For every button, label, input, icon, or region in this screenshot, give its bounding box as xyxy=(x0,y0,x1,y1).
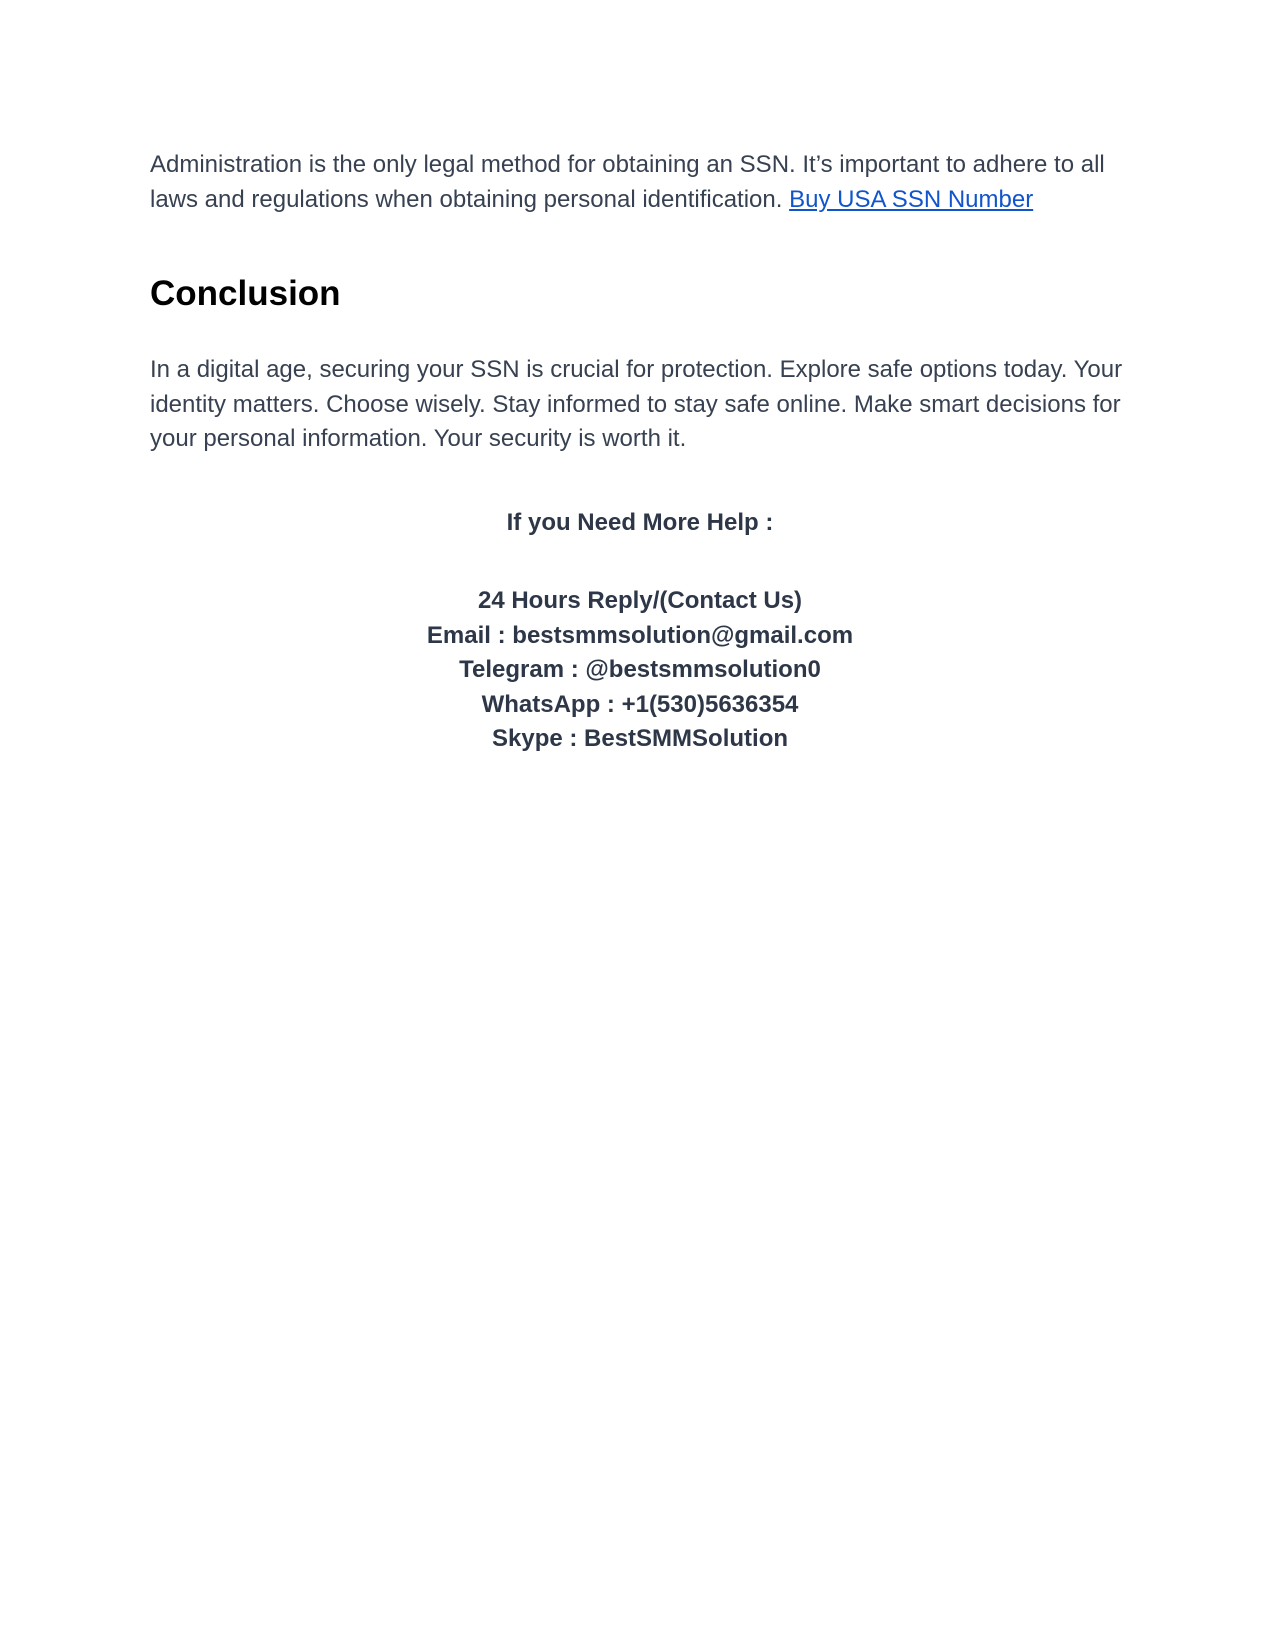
contact-reply-line: 24 Hours Reply/(Contact Us) xyxy=(477,587,803,614)
page-content xyxy=(150,148,1130,757)
contact-whatsapp-line: WhatsApp : +1(530)5636354 xyxy=(481,690,799,718)
help-title: If you Need More Help : xyxy=(506,508,774,536)
intro-text: Administration is the only legal method for obtaining an SSN. It’s important to adhere to all laws and regulations when obtaining personal identification. xyxy=(150,151,1105,213)
help-section xyxy=(150,506,1130,757)
contact-skype-line: Skype : BestSMMSolution xyxy=(491,725,789,752)
intro-paragraph xyxy=(150,148,1130,217)
buy-ssn-link[interactable]: Buy USA SSN Number xyxy=(789,185,1034,213)
conclusion-heading: Conclusion xyxy=(150,274,341,313)
contact-email-line: Email : bestsmmsolution@gmail.com xyxy=(426,621,854,649)
contact-telegram-line: Telegram : @bestsmmsolution0 xyxy=(459,656,821,683)
contact-list xyxy=(150,584,1130,757)
conclusion-paragraph: In a digital age, securing your SSN is crucial for protection. Explore safe options today. Your identity matters. Choose wisely. Stay informed to stay safe online. Make smart decisions for your personal information. Your security is worth it. xyxy=(150,356,1123,452)
